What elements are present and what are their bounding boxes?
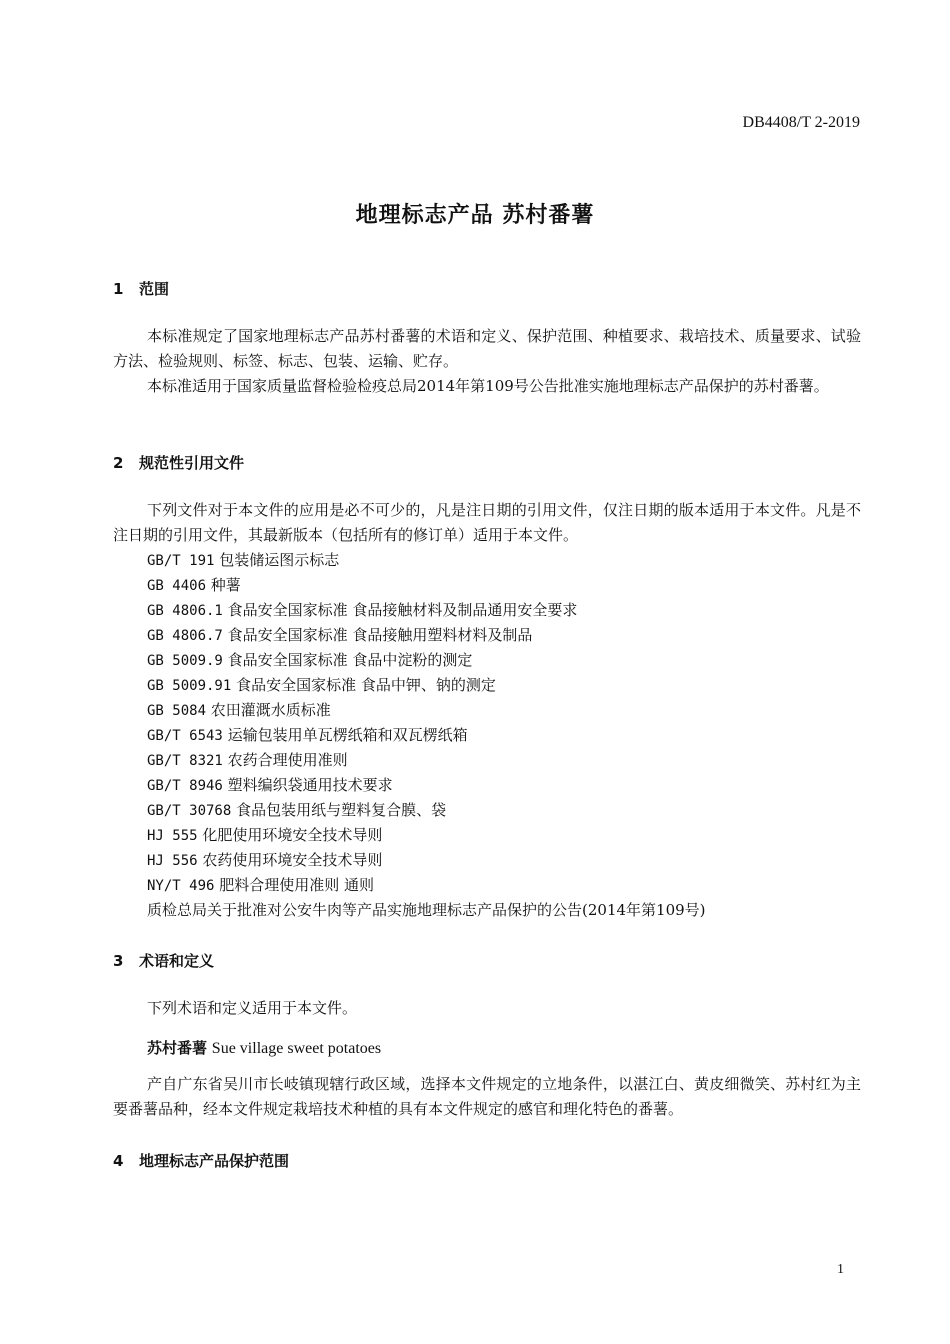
reference-name: 农田灌溉水质标准 (210, 701, 331, 719)
reference-item (147, 548, 706, 573)
reference-code: GB/T 8946 (147, 778, 223, 794)
reference-item (147, 748, 706, 773)
reference-code: GB 5009.9 (147, 653, 223, 669)
reference-code: GB/T 30768 (147, 803, 232, 819)
section-number: 2 (113, 454, 124, 472)
reference-item (147, 648, 706, 673)
reference-code: GB/T 6543 (147, 728, 223, 744)
reference-code: NY/T 496 (147, 878, 215, 894)
reference-name: 塑料编织袋通用技术要求 (227, 776, 393, 794)
term-chinese: 苏村番薯 (147, 1039, 208, 1057)
reference-name: 包装储运图示标志 (219, 551, 340, 569)
reference-item (147, 873, 706, 898)
section-title: 规范性引用文件 (139, 454, 245, 472)
terms-intro-paragraph: 下列术语和定义适用于本文件。 (147, 999, 358, 1017)
reference-item (147, 823, 706, 848)
reference-code: HJ 555 (147, 828, 198, 844)
reference-item (147, 848, 706, 873)
reference-item (147, 673, 706, 698)
reference-name: 农药使用环境安全技术导则 (202, 851, 383, 869)
reference-name: 食品安全国家标准 食品中钾、钠的测定 (236, 676, 496, 694)
section-number: 3 (113, 952, 124, 970)
reference-name: 农药合理使用准则 (227, 751, 348, 769)
reference-item (147, 773, 706, 798)
reference-code: HJ 556 (147, 853, 198, 869)
reference-name: 食品安全国家标准 食品接触材料及制品通用安全要求 (227, 601, 578, 619)
reference-code: GB 4806.7 (147, 628, 223, 644)
section-heading-protection-scope (113, 1150, 289, 1171)
scope-paragraph-1: 本标准规定了国家地理标志产品苏村番薯的术语和定义、保护范围、种植要求、栽培技术、质量要求、试验方法、检验规则、标签、标志、包装、运输、贮存。 (113, 327, 861, 370)
section-heading-terms (113, 950, 214, 971)
section-title: 地理标志产品保护范围 (139, 1152, 290, 1170)
section-title: 术语和定义 (139, 952, 215, 970)
reference-item (147, 698, 706, 723)
term-entry (147, 1036, 381, 1061)
section-number: 4 (113, 1152, 124, 1170)
reference-name: 食品安全国家标准 食品接触用塑料材料及制品 (227, 626, 533, 644)
reference-item (147, 598, 706, 623)
reference-name: 质检总局关于批准对公安牛肉等产品实施地理标志产品保护的公告(2014年第109号) (147, 901, 706, 919)
term-definition: 产自广东省吴川市长岐镇现辖行政区域，选择本文件规定的立地条件，以湛江白、黄皮细微笑、苏村红为主要番薯品种，经本文件规定栽培技术种植的具有本文件规定的感官和理化特色的番薯。 (113, 1075, 861, 1118)
reference-name: 种薯 (210, 576, 241, 594)
document-title: 地理标志产品 苏村番薯 (355, 203, 595, 228)
term-english: Sue village sweet potatoes (211, 1040, 382, 1057)
document-code: DB4408/T 2-2019 (742, 114, 860, 131)
references-intro-paragraph: 下列文件对于本文件的应用是必不可少的，凡是注日期的引用文件，仅注日期的版本适用于本文件。凡是不注日期的引用文件，其最新版本（包括所有的修订单）适用于本文件。 (113, 501, 861, 544)
section-number: 1 (113, 280, 124, 298)
reference-name: 食品安全国家标准 食品中淀粉的测定 (227, 651, 473, 669)
reference-item (147, 798, 706, 823)
reference-name: 化肥使用环境安全技术导则 (202, 826, 383, 844)
reference-code: GB 5084 (147, 703, 207, 719)
reference-name: 运输包装用单瓦楞纸箱和双瓦楞纸箱 (227, 726, 468, 744)
reference-item (147, 898, 706, 923)
reference-name: 肥料合理使用准则 通则 (219, 876, 374, 894)
reference-code: GB/T 8321 (147, 753, 223, 769)
reference-code: GB 5009.91 (147, 678, 232, 694)
reference-code: GB 4406 (147, 578, 207, 594)
section-title: 范围 (139, 280, 170, 298)
scope-paragraph-2: 本标准适用于国家质量监督检验检疫总局2014年第109号公告批准实施地理标志产品保护的苏村番薯。 (147, 377, 829, 395)
reference-code: GB/T 191 (147, 553, 215, 569)
reference-item (147, 723, 706, 748)
reference-list (147, 548, 706, 923)
section-heading-normative-references (113, 452, 244, 473)
reference-item (147, 573, 706, 598)
reference-item (147, 623, 706, 648)
section-heading-scope (113, 278, 169, 299)
reference-code: GB 4806.1 (147, 603, 223, 619)
page-number: 1 (837, 1262, 844, 1277)
reference-name: 食品包装用纸与塑料复合膜、袋 (236, 801, 447, 819)
